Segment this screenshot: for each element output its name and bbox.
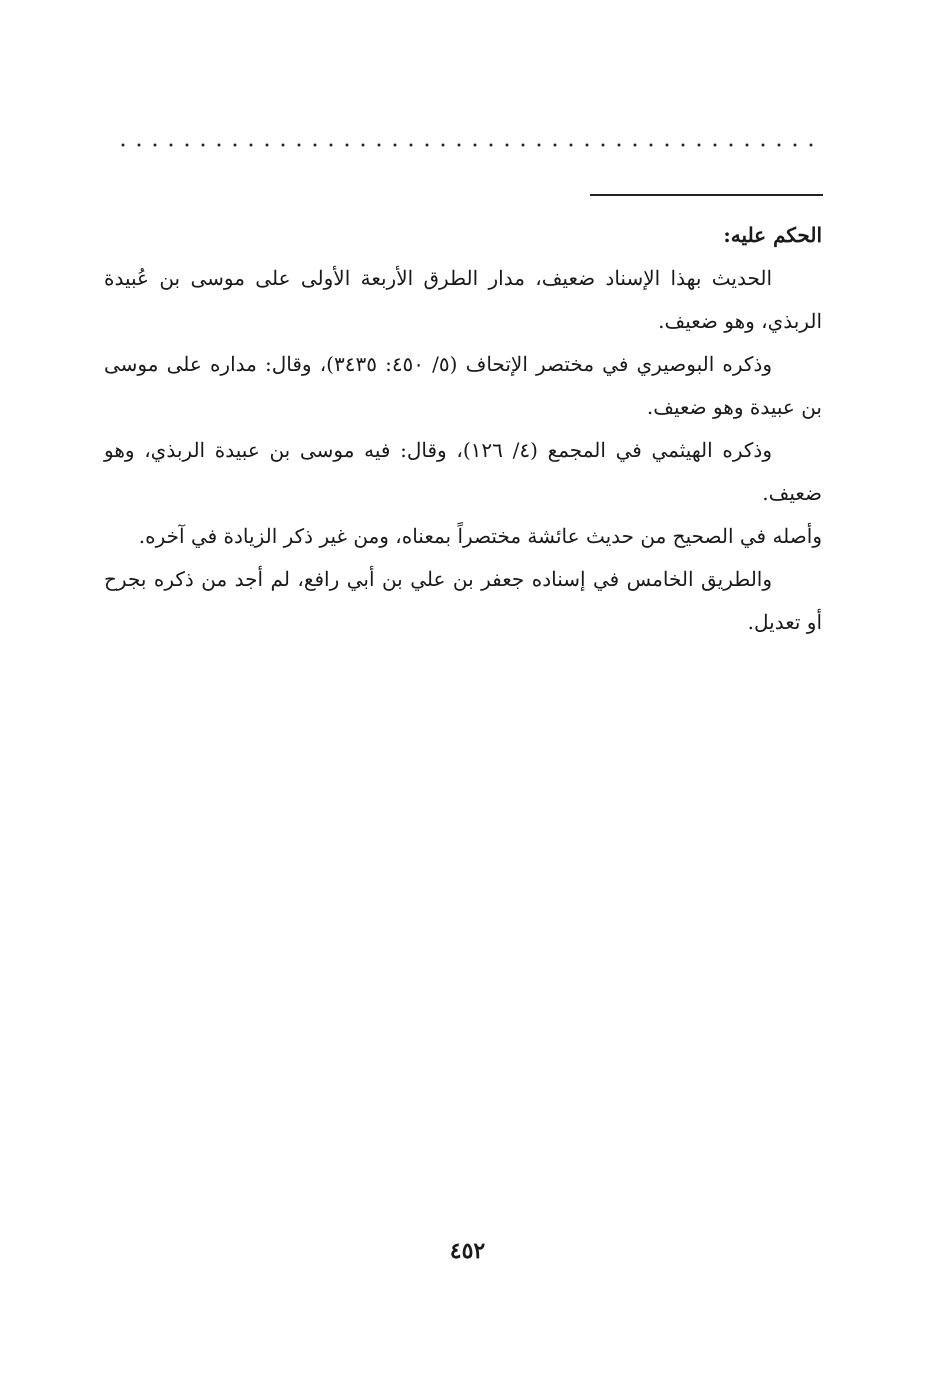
body-text (104, 214, 822, 644)
paragraph-5: والطريق الخامس في إسناده جعفر بن علي بن أبي رافع، لم أجد من ذكره بجرح أو تعديل. (104, 567, 822, 634)
page-number: ٤٥٢ (449, 1238, 486, 1264)
paragraph-4: وأصله في الصحيح من حديث عائشة مختصراً بمعناه، ومن غير ذكر الزيادة في آخره. (138, 524, 822, 548)
separator-rule (590, 194, 823, 196)
paragraph-3: وذكره الهيثمي في المجمع (٤/ ١٢٦)، وقال: فيه موسى بن عبيدة الربذي، وهو ضعيف. (104, 438, 822, 505)
section-heading: الحكم عليه: (723, 223, 822, 247)
dotted-divider (115, 143, 821, 147)
paragraph-1: الحديث بهذا الإسناد ضعيف، مدار الطرق الأربعة الأولى على موسى بن عُبيدة الربذي، وهو ضعيف. (104, 266, 822, 333)
paragraph-2: وذكره البوصيري في مختصر الإتحاف (٥/ ٤٥٠: ٣٤٣٥)، وقال: مداره على موسى بن عبيدة وهو ضعيف. (104, 352, 822, 419)
